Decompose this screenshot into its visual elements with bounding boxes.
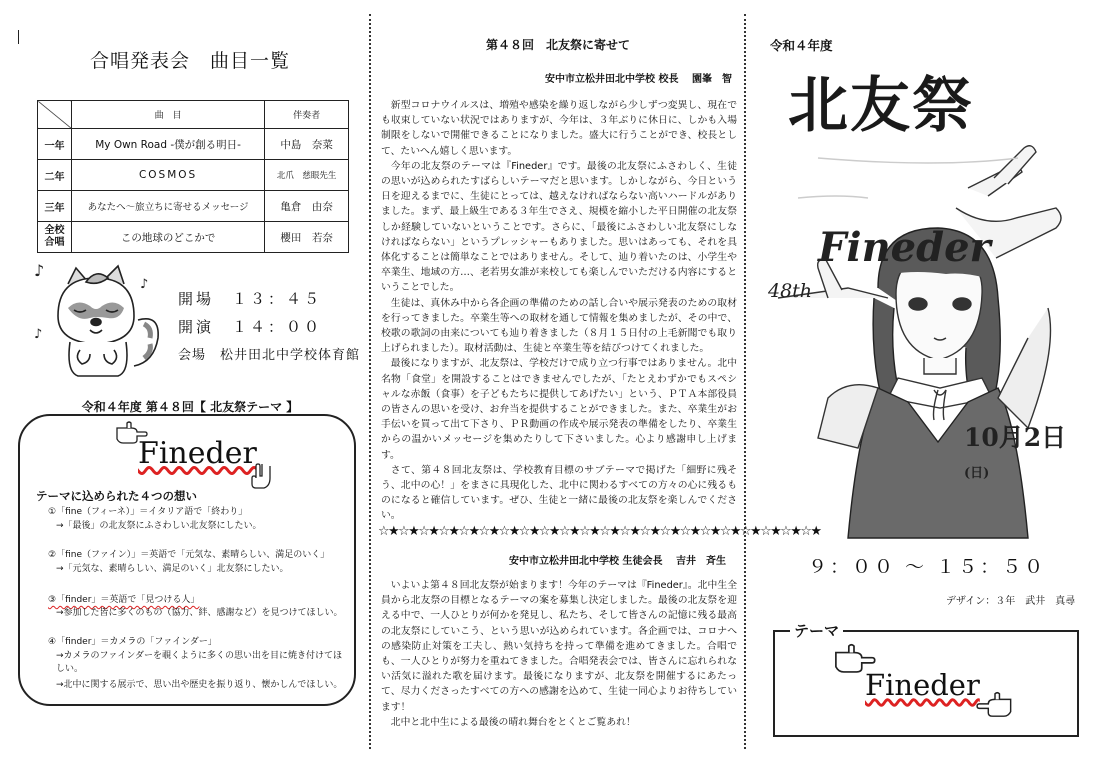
meaning-item: ①「fine（フィーネ）」＝イタリア語で「終わり」 xyxy=(48,507,248,517)
star-divider: ☆★☆★☆★☆★☆★☆★☆★☆★☆★☆★☆★☆★☆★☆★☆★☆★☆★☆★☆★☆★☆★☆★ xyxy=(378,524,821,539)
poster-date: 10月2日(日) xyxy=(964,423,1067,481)
paragraph: さて、第４８回北友祭は、学校教育目標のサブテーマで掲げた「細野に残そう、北中の心！」をまさに具現化した、北中に関わるすべての方々の心に残るものになると確信しています。ぜひ、生徒と一緒に最後の北友祭を楽しんでください。 xyxy=(381,464,737,522)
column-divider xyxy=(744,14,746,749)
song-cell: COSMOS xyxy=(71,160,264,191)
theme-label: テーマ xyxy=(790,620,843,641)
theme-word: Fineder xyxy=(138,436,257,471)
column-divider xyxy=(369,14,371,749)
open-time: 開場 １３：４５ xyxy=(178,290,323,308)
header-accompanist: 伴奏者 xyxy=(265,101,349,129)
principal-name: 安中市立松井田北中学校 校長 園峯 智 xyxy=(545,74,732,85)
start-time: 開演 １４：００ xyxy=(178,318,323,336)
student-president-name: 安中市立松井田北中学校 生徒会長 吉井 斉生 xyxy=(509,556,726,567)
text-cursor xyxy=(18,30,19,44)
accompanist-cell: 櫻田 若奈 xyxy=(265,222,349,253)
festival-poster xyxy=(758,68,1088,558)
paragraph: いよいよ第４８回北友祭が始まります！今年のテーマは『Fineder』。北中生全員から北友祭の目標となるテーマの案を募集し決定しました。最後の北友祭を迎える中で、一人ひとりが何かを発見し、私たち、そして皆さんの記憶に残る最高の北友祭にしていこう、という思いが込められています。各企画では、コロナへの感染防止対策を工夫し、熱い気持ちを持って準備を進めてきました。合唱でも、一人ひとりが努力を重ねてきました。合唱発表会では、皆さんに忘れられない活気に溢れた歌を届けます。最後になりますが、北友祭を開催するにあたって、尽力くださったすべての方への感謝を込めて、生徒一同心よりお待ちしています！ xyxy=(381,580,737,713)
song-table xyxy=(37,100,349,253)
design-credit: デザイン：３年 武井 真尋 xyxy=(946,596,1076,607)
paragraph: 新型コロナウイルスは、増殖や感染を繰り返しながら少しずつ変異し、現在でも収束していない状況ではありますが、今年は、３年ぶりに休日に、しかも入場制限をしないで開催できることになりました。盛大に行うことができ、校長として、たいへん嬉しく思います。 xyxy=(381,100,737,157)
song-cell: My Own Road -僕が創る明日- xyxy=(71,129,264,160)
paragraph: 北中と北中生による最後の晴れ舞台をとくとご覧あれ！ xyxy=(390,716,636,728)
meaning-detail: →「最後」の北友祭にふさわしい北友祭にしたい。 xyxy=(56,521,262,531)
meaning-item: ③「finder」＝英語で「見つける人」 xyxy=(48,595,200,605)
table-row xyxy=(38,222,349,253)
poster-title: 北友祭 xyxy=(788,71,974,141)
accompanist-cell: 亀倉 由奈 xyxy=(265,191,349,222)
meaning-detail: →北中に関する展示で、思い出や歴史を振り返り、懐かしんでほしい。 xyxy=(56,680,343,690)
svg-text:♪: ♪ xyxy=(34,327,43,342)
accompanist-cell: 北爪 慈眼先生 xyxy=(265,160,349,191)
poster-theme-word: Fineder xyxy=(818,224,991,271)
theme-heading: 令和４年度 第４８回【 北友祭テーマ 】 xyxy=(81,400,299,414)
meaning-detail: →「元気な、素晴らしい、満足のいく」北友祭にしたい。 xyxy=(56,564,289,574)
paragraph: 生徒は、真休み中から各企画の準備のための話し合いや展示発表のための取材を行ってきました。卒業生等への取材を通して情報を集めましたが、その中で、校歌の歌詞の由来についても辿り着きました（８月１５日付の上毛新聞でも取り上げられました）。取材活動は、生徒と卒業生等を結びつけてくれました。 xyxy=(381,297,737,355)
accompanist-cell: 中島 奈菜 xyxy=(265,129,349,160)
paragraph: 最後になりますが、北友祭は、学校だけで成り立つ行事ではありません。北中名物「食堂」を開設することはできませんでしたが、「たとえわずかでもスペシャルな赤飯（食事）を子どもたちに提供してあげたい」という、ＰＴＡ本部役員の皆さんの思いを受け、お弁当を提供することができました。また、卒業生がお手伝いを買って出て下さり、ＰＲ動画の作成や展示発表の準備をしたり、卒業生からの温かいメッセージを集めたりして下さいました。心より感謝申し上げます。 xyxy=(381,358,737,461)
meaning-detail: →参加した皆に多くのもの（協力、絆、感謝など）を見つけてほしい。 xyxy=(56,608,343,618)
hand-pointer-icon xyxy=(246,462,274,492)
paragraph: 今年の北友祭のテーマは『Fineder』です。最後の北友祭にふさわしく、生徒の思いが込められたすばらしいテーマだと思います。しかしながら、今日という日を迎えるまでに、生徒にとっては、越えなければならない高いハードルがありました。まず、最上級生である３年生でさえ、規模を縮小した平日開催の北友祭しか経験していないということです。さらに、「最後にふさわしい北友祭にしなければならない」というプレッシャーもありました。思いはあっても、それを具体化することは簡単なことではありません。そして、辿り着いたのは、小学生や卒業生、地域の方…、老若男女誰が来校しても楽しんでいただける内容にするということでした。 xyxy=(381,160,737,294)
concert-title: 合唱発表会 曲目一覧 xyxy=(89,50,290,72)
hand-pointer-icon xyxy=(976,688,1014,722)
raccoon-mascot-icon xyxy=(28,258,168,382)
greeting-title: 第４８回 北友祭に寄せて xyxy=(485,38,630,52)
svg-text:♪: ♪ xyxy=(140,277,149,292)
song-cell: あなたへ～旅立ちに寄せるメッセージ xyxy=(71,191,264,222)
header-song: 曲 目 xyxy=(71,101,264,129)
table-corner xyxy=(38,101,72,129)
poster-illustration xyxy=(758,68,1088,558)
table-row xyxy=(38,191,349,222)
theme-word: Fineder xyxy=(865,668,980,702)
song-cell: この地球のどこかで xyxy=(71,222,264,253)
meaning-heading: テーマに込められた４つの想い xyxy=(36,489,197,503)
poster-edition: 48th xyxy=(768,280,813,302)
table-row xyxy=(38,129,349,160)
table-row xyxy=(38,160,349,191)
fiscal-year: 令和４年度 xyxy=(770,38,833,53)
meaning-item: ④「finder」＝カメラの「ファインダー」 xyxy=(48,637,217,647)
grade-cell: 二年 xyxy=(38,160,72,191)
venue: 会場 松井田北中学校体育館 xyxy=(178,348,361,363)
grade-cell: 一年 xyxy=(38,129,72,160)
grade-cell: 三年 xyxy=(38,191,72,222)
principal-message xyxy=(381,98,737,524)
meaning-detail: →カメラのファインダーを覗くように多くの思い出を目に焼き付けてほしい。 xyxy=(56,651,343,674)
svg-text:♪: ♪ xyxy=(34,261,45,280)
grade-cell: 全校合唱 xyxy=(38,222,72,253)
student-message xyxy=(381,578,737,730)
meaning-item: ②「fine（ファイン）」＝英語で「元気な、素晴らしい、満足のいく」 xyxy=(48,550,330,560)
festival-hours: ９：００ ～ １５：５０ xyxy=(808,556,1047,578)
